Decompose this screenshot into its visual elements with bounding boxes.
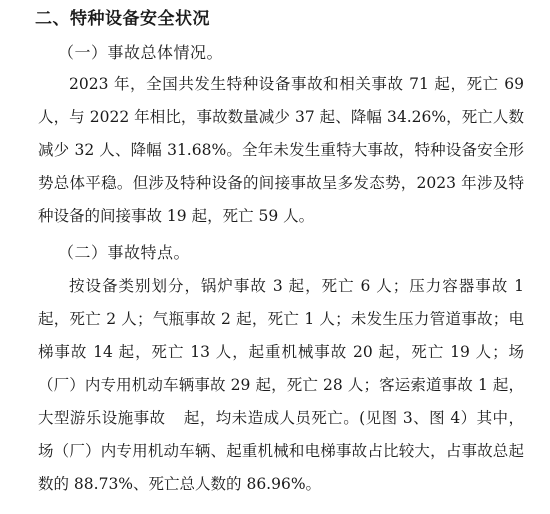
section-heading: 二、特种设备安全状况 <box>35 9 210 29</box>
paragraph-overall-situation: 2023 年，全国共发生特种设备事故和相关事故 71 起，死亡 69 人，与 2022 年相比，事故数量减少 37 起、降幅 34.26%，死亡人数减少 32 人、降幅 31.68%。全年未发生重特大事故，特种设备安全形势总体平稳。但涉及特种设备的间接事故呈多发态势，2023 年涉及特种设备的间接事故 19 起，死亡 59 人。 <box>38 75 524 225</box>
subsection-title-overall: （一）事故总体情况。 <box>58 43 224 62</box>
subsection-title-characteristics: （二）事故特点。 <box>58 243 191 262</box>
paragraph-part-1: 按设备类别划分，锅炉事故 3 起，死亡 6 人；压力容器事故 1 起，死亡 2 人；气瓶事故 2 起，死亡 1 人；未发生压力管道事故；电梯事故 14 起，死亡 13 人，起重机械事故 20 起，死亡 19 人；场（厂）内专用机动车辆事故 29 起，死亡 28 人；客运索道事故 1 起，大型游乐设施事故 <box>38 277 524 427</box>
paragraph-part-2: 起，均未造成人员死亡。(见图 3、图 4）其中，场（厂）内专用机动车辆、起重机械和电梯事故占比较大，占事故总起数的 88.73%、死亡总人数的 86.96%。 <box>38 409 524 493</box>
paragraph-accident-characteristics <box>38 270 524 501</box>
